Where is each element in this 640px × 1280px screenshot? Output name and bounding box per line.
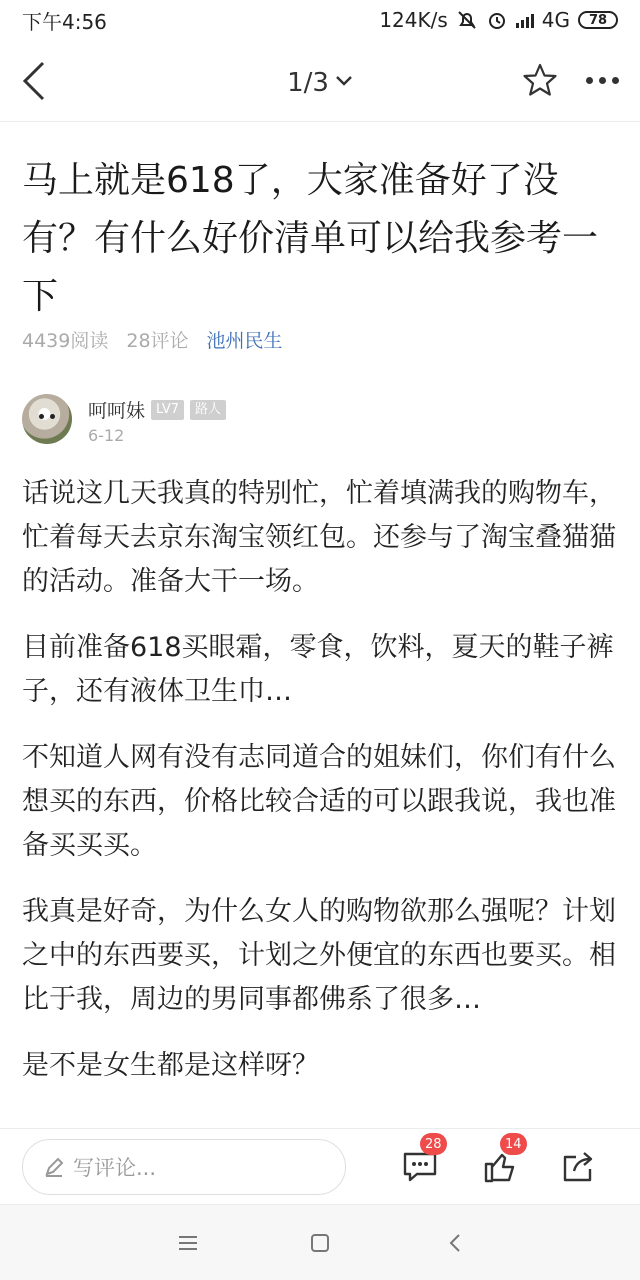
comment-bar <box>0 1128 640 1204</box>
more-icon <box>586 77 593 84</box>
paragraph: 我真是好奇，为什么女人的购物欲那么强呢？计划之中的东西要买，计划之外便宜的东西也要买。相比于我，周边的男同事都佛系了很多… <box>22 896 616 1015</box>
comment-placeholder: 写评论... <box>73 1156 157 1180</box>
favorite-button[interactable] <box>520 58 560 102</box>
level-badge: LV7 <box>151 400 184 420</box>
signal-icon <box>516 12 534 28</box>
system-back-button[interactable] <box>440 1229 470 1257</box>
paragraph: 不知道人网有没有志同道合的姐妹们，你们有什么想买的东西，价格比较合适的可以跟我说，我也准备买买买。 <box>22 742 616 861</box>
network-type: 4G <box>541 8 570 32</box>
home-button[interactable] <box>305 1229 335 1257</box>
system-nav-bar <box>0 1204 640 1280</box>
battery-icon: 78 <box>578 11 618 29</box>
article-body <box>22 472 622 1130</box>
menu-button[interactable] <box>173 1229 203 1257</box>
role-badge: 路人 <box>190 400 226 420</box>
author-name[interactable]: 呵呵妹 <box>88 400 146 422</box>
author-info <box>88 396 226 423</box>
mute-bell-icon <box>456 9 478 31</box>
nav-bar <box>0 40 640 122</box>
share-button[interactable] <box>556 1145 600 1189</box>
back-arrow-icon <box>447 1232 463 1254</box>
like-button[interactable] <box>478 1136 522 1189</box>
status-indicators <box>379 8 618 32</box>
author-block <box>22 392 622 452</box>
article-title: 马上就是618了，大家准备好了没有？有什么好价清单可以给我参考一下 <box>22 160 599 317</box>
paragraph: 是不是女生都是这样呀？ <box>22 1050 319 1081</box>
star-icon <box>522 62 558 98</box>
view-count: 4439阅读 <box>22 330 109 352</box>
page-indicator-label: 1/3 <box>287 68 329 98</box>
menu-icon <box>177 1234 199 1252</box>
share-icon <box>560 1149 596 1185</box>
pen-icon <box>43 1156 65 1178</box>
comment-input[interactable] <box>22 1139 346 1195</box>
paragraph: 目前准备618买眼霜，零食，饮料，夏天的鞋子裤子，还有液体卫生巾… <box>22 632 614 707</box>
source-link[interactable]: 池州民生 <box>206 330 283 352</box>
avatar[interactable] <box>22 394 72 444</box>
comment-badge: 28 <box>420 1133 447 1155</box>
paragraph: 话说这几天我真的特别忙，忙着填满我的购物车，忙着每天去京东淘宝领红包。还参与了淘宝叠猫猫的活动。准备大干一场。 <box>22 478 616 597</box>
article-meta <box>22 326 283 353</box>
home-square-icon <box>309 1232 331 1254</box>
network-speed: 124K/s <box>379 8 448 32</box>
like-badge: 14 <box>500 1133 527 1155</box>
comments-button[interactable] <box>398 1136 442 1189</box>
comment-count: 28评论 <box>126 330 189 352</box>
alarm-icon <box>486 9 508 31</box>
more-button[interactable] <box>578 62 626 98</box>
status-bar <box>0 0 640 40</box>
post-date: 6-12 <box>88 426 125 445</box>
status-time: 下午4:56 <box>22 9 107 34</box>
chevron-down-icon <box>335 64 353 94</box>
